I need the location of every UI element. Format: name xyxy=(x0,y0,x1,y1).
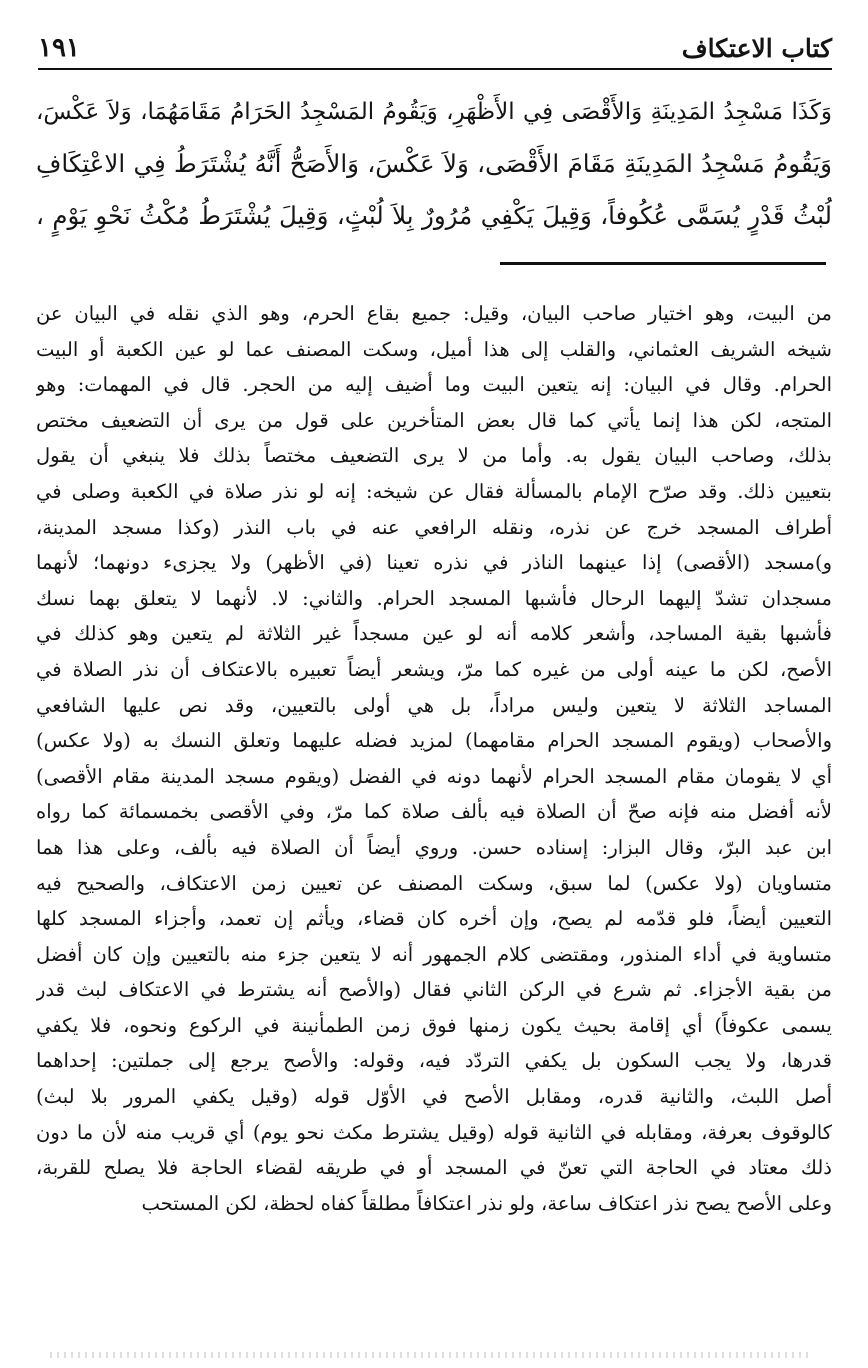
scan-artifact xyxy=(50,1352,808,1358)
page-number: ١٩١ xyxy=(38,33,80,63)
sharh-line: كالوقوف بعرفة، ومقابله في الثانية قوله (وقيل يشترط مكث نحو يوم) أي قريب منه لأن ما دون xyxy=(36,1120,832,1144)
sharh-line: يسمى عكوفاً) أي إقامة بحيث يكون زمنها فوق زمن الطمأنينة في الركوع ونحوه، فلا يكفي xyxy=(36,1013,832,1037)
sharh-line: مسجدان تشدّ إليهما الرحال فأشبها المسجد الحرام. والثاني: لا. لأنهما لا يتعلق بهما نسك xyxy=(36,586,832,610)
sharh-line: و)مسجد (الأقصى) إذا عينهما الناذر في نذره تعينا (في الأظهر) ولا يجزىء دونهما؛ لأنهما xyxy=(36,551,832,575)
sharh-line: التعيين أيضاً، فلو قدّمه لم يصح، وإن أخره كان قضاء، ويأثم إن تعمد، وأجزاء المسجد كلها xyxy=(36,907,832,931)
sharh-line: متساوية في أداء المنذور، ومقتضى كلام الجمهور أنه لا يتعين جزء منه بالتعيين وإن كان أفضل xyxy=(36,942,832,966)
sharh-line: شيخه الشريف العثماني، والقلب إلى هذا أميل، وسكت المصنف عما لو عين الكعبة أو البيت xyxy=(36,337,832,361)
separator-rule xyxy=(500,262,826,265)
sharh-text xyxy=(36,296,832,1221)
matn-line: لُبْثُ قَدْرٍ يُسَمَّى عُكُوفاً، وَقِيلَ يَكْفِي مُرُورٌ بِلاَ لُبْثٍ، وَقِيلَ يُشْتَرَطُ مُكْثُ نَحْوِ يَوْمٍ ، xyxy=(36,201,832,230)
sharh-line: أطراف المسجد خرج عن نذره، ونقله الرافعي عنه في باب النذر (وكذا مسجد المدينة، xyxy=(36,515,832,539)
sharh-line: وعلى الأصح يصح نذر اعتكاف ساعة، ولو نذر اعتكافاً مطلقاً كفاه لحظة، لكن المستحب xyxy=(141,1191,832,1215)
sharh-line: بتعيين ذلك. وقد صرّح الإمام بالمسألة فقال عن شيخه: إنه لو نذر صلاة في الكعبة وصلى في xyxy=(36,479,832,503)
sharh-line: من البيت، وهو اختيار صاحب البيان، وقيل: جميع بقاع الحرم، وهو الذي نقله في البيان عن xyxy=(36,302,832,325)
sharh-line: ابن عبد البرّ، وقال البزار: إسناده حسن. وروي أيضاً أن الصلاة فيه بألف، وعلى هذا هما xyxy=(36,835,832,859)
sharh-line: قدرها، ولا يجب السكون بل يكفي التردّد فيه، وقوله: والأصح يرجع إلى جملتين: إحداهما xyxy=(36,1049,832,1073)
matn-text xyxy=(36,86,832,242)
sharh-line: ذلك معتاد في الحاجة التي تعنّ في المسجد أو في طريقه لقضاء الحاجة فلا يصلح للقربة، xyxy=(36,1156,832,1180)
sharh-line: أي لا يقومان مقام المسجد الحرام لأنهما دونه في الفضل (ويقوم مسجد المدينة مقام الأقصى) xyxy=(36,764,832,788)
sharh-line: أصل اللبث، والثانية قدره، ومقابل الأصح في الأوّل قوله (وقيل يكفي المرور بلا لبث) xyxy=(36,1085,832,1109)
book-title: كتاب الاعتكاف xyxy=(681,33,832,63)
matn-line: وَكَذَا مَسْجِدُ المَدِينَةِ وَالأَقْصَى فِي الأَظْهَرِ، وَيَقُومُ المَسْجِدُ الحَرَامُ مَقَامَهُمَا، وَلاَ عَكْسَ، xyxy=(36,99,832,125)
sharh-line: بذلك، وصاحب البيان يقول به. وأما من لا يرى التضعيف مختصاً بذلك فلا ينبغي أن يقول xyxy=(36,444,832,468)
page-header xyxy=(38,28,832,70)
sharh-line: الحرام. وقال في البيان: إنه يتعين البيت وما أضيف إليه من الحجر. قال في المهمات: وهو xyxy=(36,373,832,397)
sharh-line: من بقية الأجزاء. ثم شرع في الركن الثاني فقال (والأصح أنه يشترط في الاعتكاف لبث قدر xyxy=(36,978,832,1002)
sharh-line: فأشبها بقية المساجد، وأشعر كلامه أنه لو عين مسجداً غير الثلاثة لم يتعين وهو كذلك في xyxy=(36,622,832,646)
sharh-line: الأصح، لكن ما عينه أولى من غيره كما مرّ، ويشعر أيضاً تعبيره بالاعتكاف أن نذر الصلاة في xyxy=(36,657,832,681)
sharh-line: المتجه، لكن هذا إنما يأتي كما قال بعض المتأخرين على قول من يرى أن التضعيف مختص xyxy=(36,408,832,432)
sharh-line: لأنه أفضل منه فإنه صحّ أن الصلاة فيه بألف صلاة كما مرّ، وفي الأقصى بخمسمائة كما رواه xyxy=(36,800,832,824)
sharh-line: متساويان (ولا عكس) لما سبق، وسكت المصنف عن تعيين زمن الاعتكاف، والصحيح فيه xyxy=(36,871,832,895)
sharh-line: والأصحاب (ويقوم المسجد الحرام مقامهما) لمزيد فضله عليهما وتعلق النسك به (ولا عكس) xyxy=(36,729,832,753)
matn-line: وَيَقُومُ مَسْجِدُ المَدِينَةِ مَقَامَ الأَقْصَى، وَلاَ عَكْسَ، وَالأَصَحُّ أَنَّهُ يُشْتَرَطُ فِي الاعْتِكَافِ xyxy=(36,149,832,178)
sharh-line: المساجد الثلاثة لا يتعين وليس مراداً، بل هي أولى بالتعيين، وقد نص عليها الشافعي xyxy=(36,693,832,717)
